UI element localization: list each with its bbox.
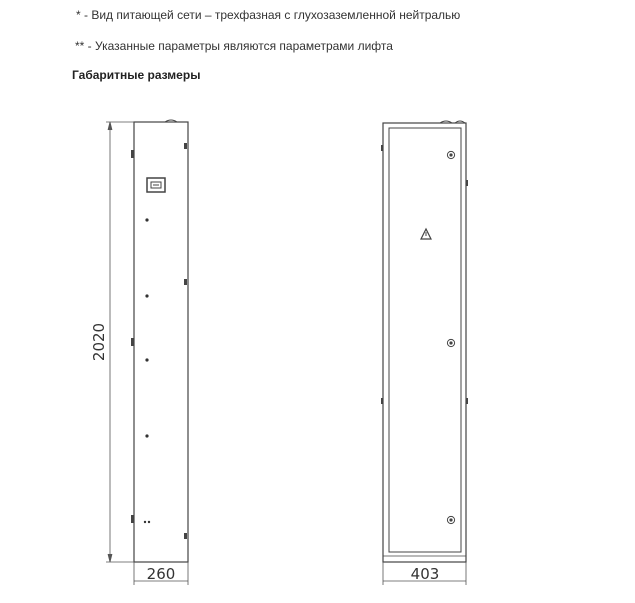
side-view-fixing-point bbox=[145, 434, 148, 437]
front-view-hinge bbox=[381, 398, 383, 404]
lock-icon bbox=[447, 339, 454, 346]
side-view-latch bbox=[184, 533, 187, 539]
side-view-latch bbox=[184, 279, 187, 285]
nameplate-icon bbox=[147, 178, 165, 192]
side-view-cabinet bbox=[131, 120, 188, 562]
side-view-hinge bbox=[131, 515, 134, 523]
side-view-fixing-point bbox=[148, 521, 150, 523]
front-view-hinge bbox=[381, 145, 383, 151]
side-view-fixing-point bbox=[145, 218, 148, 221]
front-view-cabinet bbox=[381, 121, 468, 562]
side-view-hinge bbox=[131, 338, 134, 346]
side-view-fixing-point bbox=[144, 521, 146, 523]
side-view-hinge bbox=[131, 150, 134, 158]
footnote-lift-parameters: ** - Указанные параметры являются параметрами лифта bbox=[75, 39, 393, 53]
lock-icon bbox=[447, 516, 454, 523]
front-view-hinge bbox=[466, 180, 468, 186]
side-view-latch bbox=[184, 143, 187, 149]
side-view-fixing-point bbox=[145, 358, 148, 361]
front-view-hinge bbox=[466, 398, 468, 404]
side-width-label: 260 bbox=[146, 565, 176, 583]
front-width-label: 403 bbox=[410, 565, 440, 583]
side-view-fixing-point bbox=[145, 294, 148, 297]
section-title-dimensions: Габаритные размеры bbox=[72, 68, 201, 82]
height-dimension bbox=[106, 122, 134, 562]
warning-icon bbox=[421, 229, 431, 239]
lock-icon bbox=[447, 151, 454, 158]
height-dimension-label: 2020 bbox=[90, 322, 108, 362]
footnote-supply-network: * - Вид питающей сети – трехфазная с глухозаземленной нейтралью bbox=[76, 8, 461, 22]
